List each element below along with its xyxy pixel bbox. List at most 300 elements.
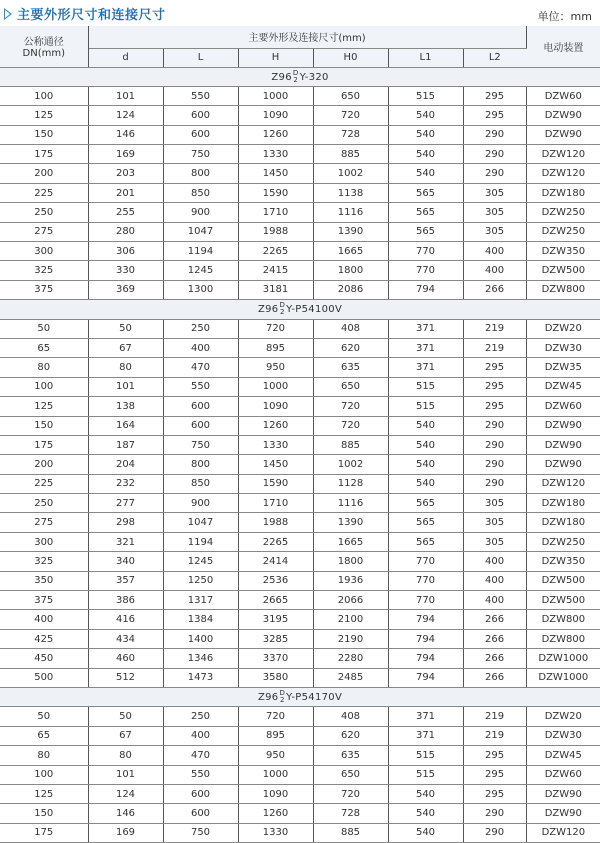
cell-l2: 305: [463, 494, 526, 513]
model-fraction: [279, 690, 285, 704]
cell-d: 101: [88, 377, 163, 396]
cell-d: 201: [88, 183, 163, 202]
cell-h: 3580: [238, 668, 313, 687]
cell-l1: 540: [388, 416, 463, 435]
cell-l1: 770: [388, 591, 463, 610]
table-row: [0, 183, 600, 202]
cell-h0: 885: [313, 435, 388, 454]
cell-dn: 125: [0, 106, 88, 125]
model-prefix: Z96: [257, 692, 279, 704]
cell-dn: 100: [0, 377, 88, 396]
table-row: [0, 746, 600, 765]
cell-l: 1250: [163, 571, 238, 590]
cell-l2: 290: [463, 164, 526, 183]
cell-l2: 305: [463, 513, 526, 532]
cell-h: 950: [238, 358, 313, 377]
cell-drive: DZW120: [526, 474, 600, 493]
table-row: [0, 707, 600, 726]
cell-h0: 1390: [313, 513, 388, 532]
cell-l: 600: [163, 416, 238, 435]
cell-d: 512: [88, 668, 163, 687]
cell-d: 138: [88, 397, 163, 416]
cell-d: 460: [88, 649, 163, 668]
cell-h: 1000: [238, 86, 313, 105]
cell-h: 1450: [238, 164, 313, 183]
cell-h0: 2190: [313, 629, 388, 648]
cell-h: 720: [238, 707, 313, 726]
col-header-h0: H0: [313, 48, 388, 67]
cell-d: 280: [88, 222, 163, 241]
cell-d: 232: [88, 474, 163, 493]
cell-l2: 266: [463, 610, 526, 629]
cell-dn: 80: [0, 746, 88, 765]
cell-d: 101: [88, 765, 163, 784]
table-row: [0, 552, 600, 571]
cell-d: 187: [88, 435, 163, 454]
cell-l: 600: [163, 106, 238, 125]
cell-h0: 885: [313, 823, 388, 842]
cell-d: 330: [88, 261, 163, 280]
cell-h0: 720: [313, 106, 388, 125]
title-bar: [0, 0, 600, 28]
cell-l1: 540: [388, 474, 463, 493]
cell-drive: DZW30: [526, 726, 600, 745]
cell-h: 720: [238, 319, 313, 338]
cell-l1: 371: [388, 707, 463, 726]
table-row: [0, 435, 600, 454]
cell-h0: 620: [313, 726, 388, 745]
table-row: [0, 416, 600, 435]
cell-d: 124: [88, 106, 163, 125]
cell-l: 1317: [163, 591, 238, 610]
table-body: [0, 67, 600, 843]
cell-l: 550: [163, 377, 238, 396]
cell-l2: 290: [463, 474, 526, 493]
cell-l: 550: [163, 86, 238, 105]
cell-d: 434: [88, 629, 163, 648]
cell-h0: 1116: [313, 494, 388, 513]
cell-drive: DZW90: [526, 435, 600, 454]
cell-l1: 540: [388, 145, 463, 164]
cell-dn: 250: [0, 203, 88, 222]
cell-l2: 266: [463, 280, 526, 299]
cell-h0: 408: [313, 707, 388, 726]
cell-dn: 300: [0, 532, 88, 551]
cell-h: 1710: [238, 203, 313, 222]
cell-l: 800: [163, 164, 238, 183]
cell-d: 146: [88, 125, 163, 144]
table-row: [0, 222, 600, 241]
cell-l1: 540: [388, 804, 463, 823]
cell-l: 1194: [163, 532, 238, 551]
cell-h0: 2086: [313, 280, 388, 299]
cell-l2: 295: [463, 397, 526, 416]
cell-h: 2265: [238, 242, 313, 261]
table-row: [0, 86, 600, 105]
cell-drive: DZW60: [526, 86, 600, 105]
cell-drive: DZW500: [526, 261, 600, 280]
cell-l1: 770: [388, 571, 463, 590]
cell-l2: 290: [463, 416, 526, 435]
cell-h: 895: [238, 338, 313, 357]
cell-l2: 400: [463, 261, 526, 280]
cell-h: 1090: [238, 784, 313, 803]
cell-l: 1047: [163, 222, 238, 241]
cell-dn: 100: [0, 765, 88, 784]
table-row: [0, 804, 600, 823]
cell-h: 1988: [238, 513, 313, 532]
drive-header: 电动装置: [526, 26, 600, 67]
cell-dn: 150: [0, 416, 88, 435]
cell-h0: 720: [313, 397, 388, 416]
table-row: [0, 494, 600, 513]
cell-l: 750: [163, 823, 238, 842]
cell-l2: 400: [463, 571, 526, 590]
cell-d: 386: [88, 591, 163, 610]
cell-h: 1988: [238, 222, 313, 241]
cell-l1: 565: [388, 532, 463, 551]
cell-h0: 2280: [313, 649, 388, 668]
cell-h: 1330: [238, 145, 313, 164]
table-row: [0, 571, 600, 590]
table-row: [0, 765, 600, 784]
cell-d: 277: [88, 494, 163, 513]
cell-d: 204: [88, 455, 163, 474]
cell-drive: DZW1000: [526, 649, 600, 668]
cell-drive: DZW90: [526, 804, 600, 823]
cell-dn: 65: [0, 726, 88, 745]
cell-h0: 728: [313, 804, 388, 823]
table-row: [0, 106, 600, 125]
cell-h: 1590: [238, 474, 313, 493]
cell-d: 101: [88, 86, 163, 105]
col-header-l1: L1: [388, 48, 463, 67]
cell-dn: 250: [0, 494, 88, 513]
cell-l: 400: [163, 726, 238, 745]
cell-drive: DZW60: [526, 397, 600, 416]
cell-dn: 300: [0, 242, 88, 261]
cell-l2: 295: [463, 106, 526, 125]
table-row: [0, 397, 600, 416]
cell-d: 340: [88, 552, 163, 571]
cell-drive: DZW250: [526, 203, 600, 222]
cell-l2: 266: [463, 649, 526, 668]
cell-h: 2265: [238, 532, 313, 551]
cell-l1: 515: [388, 86, 463, 105]
cell-drive: DZW20: [526, 707, 600, 726]
cell-h0: 2485: [313, 668, 388, 687]
cell-h0: 635: [313, 746, 388, 765]
cell-h0: 1800: [313, 261, 388, 280]
cell-h0: 650: [313, 86, 388, 105]
cell-l1: 371: [388, 319, 463, 338]
cell-dn: 225: [0, 183, 88, 202]
cell-dn: 200: [0, 164, 88, 183]
cell-l1: 515: [388, 397, 463, 416]
table-row: [0, 726, 600, 745]
cell-drive: DZW120: [526, 823, 600, 842]
table-row: [0, 591, 600, 610]
unit-label: 单位：mm: [537, 10, 592, 23]
fraction-top: D: [292, 68, 299, 77]
cell-h0: 728: [313, 125, 388, 144]
fraction-top: D: [279, 301, 286, 310]
cell-l: 600: [163, 804, 238, 823]
cell-l2: 295: [463, 86, 526, 105]
cell-dn: 175: [0, 435, 88, 454]
cell-drive: DZW90: [526, 784, 600, 803]
cell-l1: 540: [388, 164, 463, 183]
cell-l: 850: [163, 183, 238, 202]
cell-h0: 1002: [313, 455, 388, 474]
cell-l1: 770: [388, 242, 463, 261]
cell-drive: DZW350: [526, 242, 600, 261]
cell-drive: DZW60: [526, 765, 600, 784]
cell-h0: 720: [313, 784, 388, 803]
cell-l: 1384: [163, 610, 238, 629]
cell-d: 298: [88, 513, 163, 532]
cell-h0: 1800: [313, 552, 388, 571]
cell-drive: DZW45: [526, 746, 600, 765]
cell-h0: 1128: [313, 474, 388, 493]
cell-d: 50: [88, 319, 163, 338]
cell-drive: DZW90: [526, 416, 600, 435]
model-fraction: [293, 70, 299, 84]
cell-l1: 540: [388, 455, 463, 474]
section-row: [0, 688, 600, 707]
cell-l1: 565: [388, 494, 463, 513]
cell-h: 1000: [238, 377, 313, 396]
cell-l: 550: [163, 765, 238, 784]
cell-h: 2415: [238, 261, 313, 280]
col-header-l: L: [163, 48, 238, 67]
cell-l1: 515: [388, 746, 463, 765]
cell-drive: DZW30: [526, 338, 600, 357]
cell-d: 164: [88, 416, 163, 435]
cell-dn: 80: [0, 358, 88, 377]
cell-drive: DZW180: [526, 494, 600, 513]
cell-l: 470: [163, 746, 238, 765]
table-row: [0, 145, 600, 164]
cell-h0: 1002: [313, 164, 388, 183]
table-row: [0, 319, 600, 338]
cell-l1: 794: [388, 280, 463, 299]
cell-h: 3285: [238, 629, 313, 648]
cell-l1: 565: [388, 222, 463, 241]
model-prefix: Z96: [257, 304, 279, 316]
cell-dn: 225: [0, 474, 88, 493]
table-row: [0, 784, 600, 803]
cell-l1: 770: [388, 261, 463, 280]
cell-d: 146: [88, 804, 163, 823]
cell-l: 850: [163, 474, 238, 493]
cell-d: 169: [88, 823, 163, 842]
cell-l2: 295: [463, 746, 526, 765]
cell-l1: 515: [388, 377, 463, 396]
cell-drive: DZW180: [526, 513, 600, 532]
cell-d: 67: [88, 726, 163, 745]
cell-h: 3370: [238, 649, 313, 668]
cell-h: 1330: [238, 435, 313, 454]
cell-d: 169: [88, 145, 163, 164]
cell-dn: 50: [0, 707, 88, 726]
cell-h: 895: [238, 726, 313, 745]
cell-dn: 500: [0, 668, 88, 687]
cell-d: 416: [88, 610, 163, 629]
cell-l2: 290: [463, 435, 526, 454]
table-row: [0, 242, 600, 261]
table-row: [0, 261, 600, 280]
cell-h: 1710: [238, 494, 313, 513]
cell-h0: 720: [313, 416, 388, 435]
cell-h0: 2100: [313, 610, 388, 629]
table-row: [0, 125, 600, 144]
cell-l: 750: [163, 145, 238, 164]
dimensions-group-header: 主要外形及连接尺寸(mm): [88, 26, 526, 48]
cell-l: 900: [163, 203, 238, 222]
cell-dn: 125: [0, 397, 88, 416]
cell-h: 3195: [238, 610, 313, 629]
cell-d: 67: [88, 338, 163, 357]
table-row: [0, 338, 600, 357]
table-row: [0, 358, 600, 377]
cell-dn: 375: [0, 591, 88, 610]
table-row: [0, 668, 600, 687]
fraction-top: D: [279, 689, 286, 698]
cell-d: 124: [88, 784, 163, 803]
cell-l1: 565: [388, 513, 463, 532]
cell-dn: 200: [0, 455, 88, 474]
cell-d: 203: [88, 164, 163, 183]
cell-l2: 290: [463, 125, 526, 144]
cell-dn: 400: [0, 610, 88, 629]
cell-l1: 770: [388, 552, 463, 571]
cell-h0: 1390: [313, 222, 388, 241]
cell-d: 369: [88, 280, 163, 299]
cell-l: 1245: [163, 261, 238, 280]
table-row: [0, 474, 600, 493]
cell-l1: 565: [388, 203, 463, 222]
cell-drive: DZW800: [526, 280, 600, 299]
cell-l: 1473: [163, 668, 238, 687]
cell-h0: 408: [313, 319, 388, 338]
cell-l: 750: [163, 435, 238, 454]
table-row: [0, 532, 600, 551]
cell-dn: 375: [0, 280, 88, 299]
section-row: [0, 67, 600, 86]
cell-h: 3181: [238, 280, 313, 299]
cell-drive: DZW800: [526, 610, 600, 629]
model-label: [0, 67, 600, 86]
cell-h0: 650: [313, 377, 388, 396]
col-header-h: H: [238, 48, 313, 67]
cell-h: 2536: [238, 571, 313, 590]
cell-l2: 305: [463, 203, 526, 222]
table-row: [0, 377, 600, 396]
cell-l: 600: [163, 784, 238, 803]
col-header-l2: L2: [463, 48, 526, 67]
cell-drive: DZW800: [526, 629, 600, 648]
cell-drive: DZW20: [526, 319, 600, 338]
cell-dn: 175: [0, 145, 88, 164]
cell-l: 1194: [163, 242, 238, 261]
dn-header: 公称通径 DN(mm): [0, 26, 88, 67]
cell-l2: 290: [463, 145, 526, 164]
cell-h0: 1116: [313, 203, 388, 222]
cell-h: 1260: [238, 804, 313, 823]
cell-dn: 325: [0, 261, 88, 280]
cell-drive: DZW1000: [526, 668, 600, 687]
cell-drive: DZW90: [526, 106, 600, 125]
cell-l2: 290: [463, 455, 526, 474]
cell-l2: 400: [463, 242, 526, 261]
cell-dn: 325: [0, 552, 88, 571]
cell-h: 950: [238, 746, 313, 765]
cell-l1: 371: [388, 358, 463, 377]
cell-dn: 150: [0, 125, 88, 144]
cell-l2: 266: [463, 629, 526, 648]
cell-l2: 295: [463, 358, 526, 377]
cell-l: 250: [163, 707, 238, 726]
cell-l1: 540: [388, 784, 463, 803]
cell-l2: 219: [463, 726, 526, 745]
cell-h0: 635: [313, 358, 388, 377]
cell-l1: 794: [388, 668, 463, 687]
cell-d: 357: [88, 571, 163, 590]
cell-h0: 1138: [313, 183, 388, 202]
cell-d: 321: [88, 532, 163, 551]
arrow-icon: [4, 8, 12, 20]
cell-h0: 1936: [313, 571, 388, 590]
cell-h: 1330: [238, 823, 313, 842]
model-fraction: [279, 302, 285, 316]
cell-l: 1300: [163, 280, 238, 299]
cell-h: 1000: [238, 765, 313, 784]
cell-l2: 305: [463, 222, 526, 241]
cell-h: 1260: [238, 416, 313, 435]
cell-h: 1090: [238, 397, 313, 416]
cell-d: 255: [88, 203, 163, 222]
page-title: 主要外形尺寸和连接尺寸: [17, 8, 166, 23]
dimensions-table: [0, 26, 600, 843]
cell-l: 1346: [163, 649, 238, 668]
cell-h0: 885: [313, 145, 388, 164]
cell-l: 1245: [163, 552, 238, 571]
cell-l1: 540: [388, 125, 463, 144]
cell-drive: DZW120: [526, 164, 600, 183]
cell-dn: 350: [0, 571, 88, 590]
model-prefix: Z96: [271, 71, 292, 83]
cell-drive: DZW350: [526, 552, 600, 571]
cell-l1: 371: [388, 726, 463, 745]
cell-l1: 565: [388, 183, 463, 202]
cell-l1: 794: [388, 649, 463, 668]
cell-dn: 275: [0, 222, 88, 241]
model-suffix: Y-P54170V: [286, 692, 343, 704]
cell-dn: 425: [0, 629, 88, 648]
table-row: [0, 164, 600, 183]
cell-h: 1260: [238, 125, 313, 144]
cell-h: 1090: [238, 106, 313, 125]
table-row: [0, 629, 600, 648]
table-row: [0, 513, 600, 532]
table-row: [0, 203, 600, 222]
fraction-bottom: 2: [279, 696, 285, 705]
cell-dn: 175: [0, 823, 88, 842]
cell-d: 80: [88, 746, 163, 765]
cell-dn: 50: [0, 319, 88, 338]
cell-dn: 125: [0, 784, 88, 803]
